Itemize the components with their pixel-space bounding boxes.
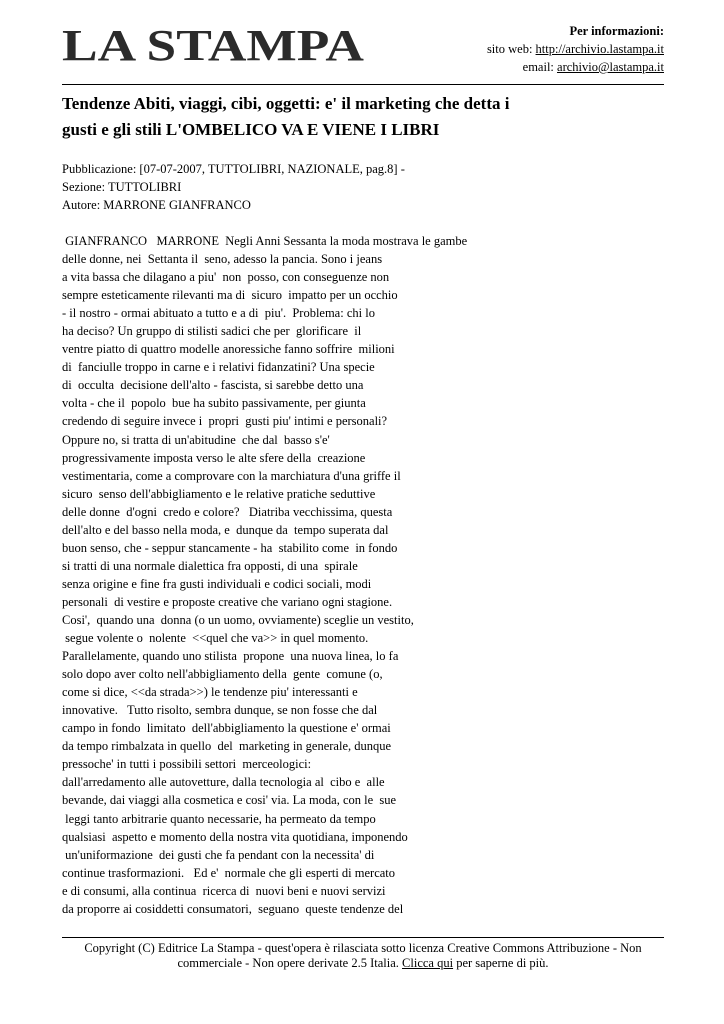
info-box: [487, 22, 664, 76]
article-body-line: vestimentaria, come a comprovare con la marchiatura d'una griffe il: [62, 468, 401, 483]
license-info-link[interactable]: Clicca qui: [402, 956, 454, 970]
article-body-line: segue volente o nolente <<quel che va>> in quel momento.: [62, 631, 369, 646]
info-email-line: [487, 58, 664, 76]
masthead-logo-image: [62, 22, 364, 66]
article-body-line: Cosi', quando una donna (o un uomo, ovviamente) sceglie un vestito,: [62, 612, 414, 627]
article-body-line: leggi tanto arbitrarie quanto necessarie, ha permeato da tempo: [62, 811, 376, 826]
article-body-line: di occulta decisione dell'alto - fascista, si sarebbe detto una: [62, 378, 364, 393]
article-body-line: come si dice, <<da strada>>) le tendenze piu' interessanti e: [62, 685, 358, 700]
article-body-line: Oppure no, si tratta di un'abitudine che dal basso s'e': [62, 432, 330, 447]
article-body-line: da proporre ai cosiddetti consumatori, seguano queste tendenze del: [62, 901, 404, 916]
article-body-line: dell'alto e del basso nella moda, e dunque da tempo superata dal: [62, 522, 389, 537]
footer-line-2-after: per saperne di più.: [453, 956, 549, 970]
copyright-footer: [62, 941, 664, 971]
masthead-logo-text: LA STAMPA: [62, 22, 364, 66]
article-body-line: a vita bassa che dilagano a piu' non posso, con conseguenze non: [62, 270, 390, 285]
info-title: Per informazioni:: [569, 24, 664, 38]
article-body-line: qualsiasi aspetto e momento della nostra vita quotidiana, imponendo: [62, 829, 408, 844]
article-body-line: di fanciulle troppo in carne e i relativi fidanzatini? Una specie: [62, 360, 375, 375]
article-body-line: sicuro senso dell'abbigliamento e le relative pratiche seduttive: [62, 486, 376, 501]
header-divider: [62, 84, 664, 85]
footer-line-2-before: commerciale - Non opere derivate 2.5 Italia.: [177, 956, 403, 970]
article-body-line: e di consumi, alla continua ricerca di nuovi beni e nuovi servizi: [62, 883, 386, 898]
article-body-line: senza origine e fine fra gusti individuali e codici sociali, modi: [62, 576, 372, 591]
article-body-line: Parallelamente, quando uno stilista propone una nuova linea, lo fa: [62, 649, 399, 664]
article-body-line: progressivamente imposta verso le alte sfere della creazione: [62, 450, 366, 465]
article-body: [62, 232, 482, 918]
article-body-line: ha deciso? Un gruppo di stilisti sadici che per glorificare il: [62, 324, 362, 339]
article-body-line: un'uniformazione dei gusti che fa pendant con la necessita' di: [62, 847, 375, 862]
footer-divider: [62, 937, 664, 938]
article-body-line: continue trasformazioni. Ed e' normale che gli esperti di mercato: [62, 865, 396, 880]
article-headline: [62, 91, 662, 143]
footer-line-1: Copyright (C) Editrice La Stampa - quest'opera è rilasciata sotto licenza Creative Commons Attribuzione - Non: [84, 941, 642, 955]
article-body-line: ventre piatto di quattro modelle anoressiche fanno soffrire milioni: [62, 342, 395, 357]
article-body-line: delle donne d'ogni credo e colore? Diatriba vecchissima, questa: [62, 504, 393, 519]
headline-line-1: Tendenze Abiti, viaggi, cibi, oggetti: e' il marketing che detta i: [62, 94, 510, 113]
section-info: Sezione: TUTTOLIBRI: [62, 180, 182, 194]
article-body-line: GIANFRANCO MARRONE Negli Anni Sessanta la moda mostrava le gambe: [62, 234, 468, 248]
headline-line-2: gusti e gli stili L'OMBELICO VA E VIENE I LIBRI: [62, 120, 440, 139]
footer-line-2: [62, 956, 664, 971]
publication-info: Pubblicazione: [07-07-2007, TUTTOLIBRI, NAZIONALE, pag.8] -: [62, 162, 405, 176]
article-body-line: solo dopo aver colto nell'abbigliamento della gente comune (o,: [62, 667, 383, 682]
author-info: Autore: MARRONE GIANFRANCO: [62, 198, 251, 212]
info-email-label: email:: [522, 60, 558, 74]
article-body-line: si tratti di una normale dialettica fra opposti, di una spirale: [62, 558, 358, 573]
masthead-logo: [62, 22, 364, 66]
info-web-line: [487, 40, 664, 58]
article-body-line: da tempo rimbalzata in quello del marketing in generale, dunque: [62, 739, 392, 754]
article-body-line: personali di vestire e proposte creative che variano ogni stagione.: [62, 594, 393, 609]
article-body-line: dall'arredamento alle autovetture, dalla tecnologia al cibo e alle: [62, 775, 385, 790]
article-body-line: pressoche' in tutti i possibili settori merceologici:: [62, 757, 312, 772]
article-body-line: delle donne, nei Settanta il seno, adesso la pancia. Sono i jeans: [62, 252, 383, 267]
article-body-line: sempre esteticamente rilevanti ma di sicuro impatto per un occhio: [62, 288, 398, 303]
info-web-label: sito web:: [486, 42, 536, 56]
article-body-line: bevande, dai viaggi alla cosmetica e cosi' via. La moda, con le sue: [62, 793, 397, 808]
article-body-line: buon senso, che - seppur stancamente - ha stabilito come in fondo: [62, 540, 398, 555]
article-body-line: - il nostro - ormai abituato a tutto e a di piu'. Problema: chi lo: [62, 306, 375, 321]
article-body-line: volta - che il popolo bue ha subito passivamente, per giunta: [62, 396, 366, 411]
archive-email-link[interactable]: archivio@lastampa.it: [557, 60, 664, 74]
archive-website-link[interactable]: http://archivio.lastampa.it: [535, 42, 664, 56]
article-body-line: credendo di seguire invece i propri gusti piu' intimi e personali?: [62, 414, 388, 429]
article-metadata: [62, 160, 405, 214]
article-body-line: innovative. Tutto risolto, sembra dunque, se non fosse che dal: [62, 703, 378, 718]
article-body-line: campo in fondo limitato dell'abbigliamento la questione e' ormai: [62, 721, 391, 736]
